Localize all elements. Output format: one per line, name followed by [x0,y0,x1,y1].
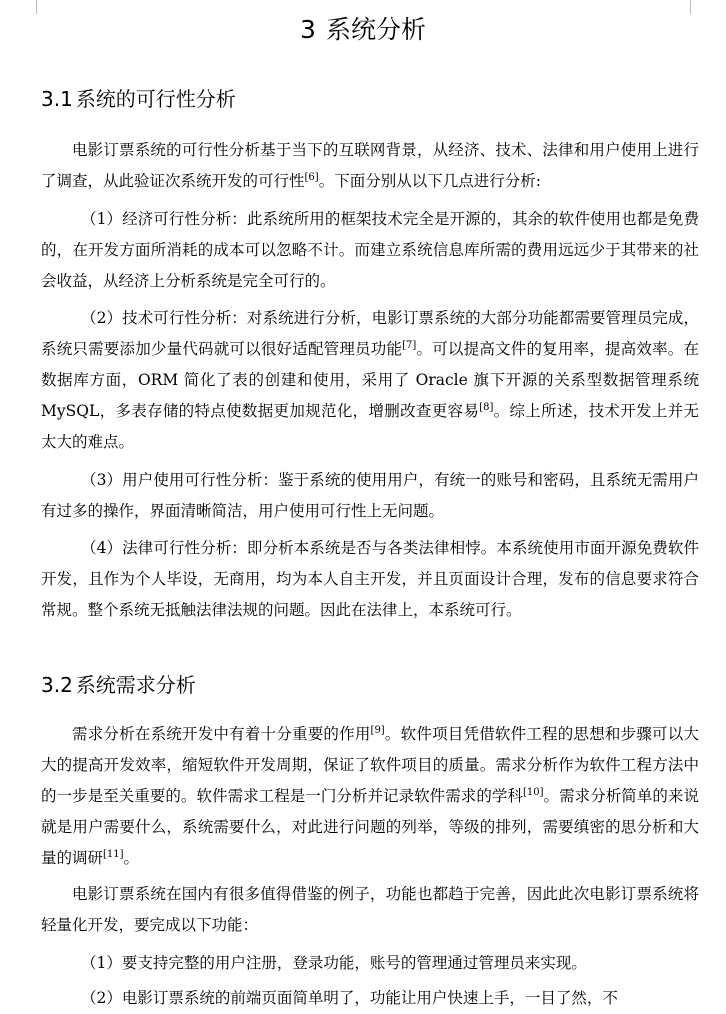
section-number: 3.2 [41,673,73,697]
section-heading-feasibility [41,84,236,114]
paragraph-intro-feasibility [41,135,699,197]
paragraph-text: 电影订票系统在国内有很多值得借鉴的例子，功能也都趋于完善，因此此次电影订票系统将轻量化开发，要完成以下功能： [41,885,699,934]
paragraph-economic-feasibility [41,204,699,297]
section-heading-requirements [41,670,196,700]
citation: [7] [402,340,417,351]
chapter-title [0,12,726,48]
paragraph-system-features-intro [41,879,699,941]
paragraph-text: （1）要支持完整的用户注册，登录功能，账号的管理通过管理员来实现。 [81,954,587,972]
paragraph-text: （3）用户使用可行性分析：鉴于系统的使用用户，有统一的账号和密码，且系统无需用户有过多的操作，界面清晰简洁，用户使用可行性上无问题。 [41,471,699,520]
paragraph-legal-feasibility [41,533,699,626]
paragraph-text: 。需求分析简单的来说就是用户需要什么，系统需要什么，对此进行问题的列举，等级的排列，需要缜密的思分析和大量的调研 [41,787,699,867]
paragraph-user-feasibility [41,465,699,527]
chapter-number: 3 [300,15,316,44]
paragraph-text: （1）经济可行性分析：此系统所用的框架技术完全是开源的，其余的软件使用也都是免费的，在开发方面所消耗的成本可以忽略不计。而建立系统信息库所需的费用远远少于其带来的社会收益，从经济上分析系统是完全可行的。 [41,210,699,290]
chapter-title-text: 系统分析 [325,15,426,44]
paragraph-text: 需求分析在系统开发中有着十分重要的作用 [72,725,371,743]
citation: [10] [522,787,544,798]
citation: [6] [304,172,319,183]
paragraph-feature-2 [41,983,699,1014]
paragraph-feature-1 [41,948,699,979]
paragraph-text: （2）技术可行性分析：对系统进行分析，电影订票系统的大部分功能都需要管理员完成，系统只需要添加少量代码就可以很好适配管理员功能 [41,309,699,358]
paragraph-text: 。软件项目凭借软件工程的思想和步骤可以大大的提高开发效率，缩短软件开发周期，保证了软件项目的质量。需求分析作为软件工程方法中的一步是至关重要的。软件需求工程是一门分析并记录软件需求的学科 [41,725,699,805]
section-title-text: 系统需求分析 [75,673,196,697]
citation: [8] [479,402,494,413]
paragraph-text: 。可以提高文件的复用率，提高效率。在数据库方面，ORM 简化了表的创建和使用，采用了 Oracle 旗下开源的关系型数据管理系统 MySQL，多表存储的特点使数据更加规范化，增删改查更容易 [41,340,699,420]
paragraph-text: 。下面分别从以下几点进行分析: [318,172,541,190]
paragraph-technical-feasibility [41,303,699,458]
paragraph-text: 电影订票系统的可行性分析基于当下的互联网背景，从经济、技术、法律和用户使用上进行了调查，从此验证次系统开发的可行性 [41,141,699,190]
paragraph-text: 。综上所述，技术开发上并无太大的难点。 [41,402,699,451]
paragraph-text: （4）法律可行性分析：即分析本系统是否与各类法律相悖。本系统使用市面开源免费软件开发，且作为个人毕设，无商用，均为本人自主开发，并且页面设计合理，发布的信息要求符合常规。整个系统无抵触法律法规的问题。因此在法律上，本系统可行。 [41,539,699,619]
paragraph-text: 。 [123,849,140,867]
section-number: 3.1 [41,87,73,111]
citation: [9] [370,725,385,736]
paragraph-requirements-analysis [41,719,699,874]
section-title-text: 系统的可行性分析 [75,87,236,111]
paragraph-text: （2）电影订票系统的前端页面简单明了，功能让用户快速上手，一目了然，不 [81,989,618,1007]
citation: [11] [103,849,124,860]
